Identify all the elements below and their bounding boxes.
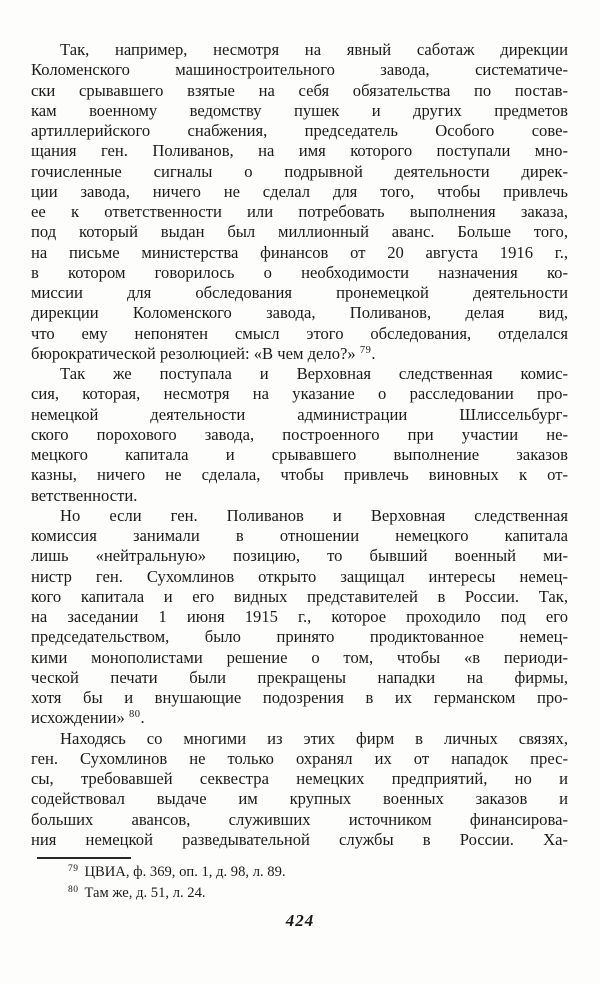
body-line: миссии для обследования пронемецкой деятельности — [31, 283, 568, 302]
body-line: больших авансов, служивших источником финансирова- — [31, 809, 568, 829]
paragraph — [31, 729, 568, 851]
body-line: председательством, было принято продиктованное немец- — [31, 627, 568, 647]
body-line: что ему непонятен смысл этого обследования, отделался — [31, 323, 568, 343]
footnote-separator-rule — [37, 857, 131, 859]
body-line: мецкого капитала и срывавшего выполнение заказов — [31, 445, 568, 464]
body-line: хотя бы и внушающие подозрения в их германском про- — [31, 688, 568, 707]
body-line: в котором говорилось о необходимости назначения ко- — [31, 262, 568, 282]
page-number: 424 — [285, 911, 315, 930]
body-line: лишь «нейтральную» позицию, то бывший военный ми- — [31, 546, 568, 566]
body-line: сия, которая, несмотря на указание о расследовании про- — [31, 384, 568, 404]
body-line: артиллерийского снабжения, председатель Особого сове- — [31, 121, 568, 140]
body-line: под который выдан был миллионный аванс. Больше того, — [31, 222, 568, 242]
body-line: кими монополистами решение о том, чтобы «в периоди- — [31, 647, 568, 667]
body-line: сы, требовавшей секвестра немецких предприятий, но и — [31, 769, 568, 788]
body-line: ген. Сухомлинов не только охранял их от нападок прес- — [31, 748, 568, 768]
body-line: комиссия занимали в отношении немецкого капитала — [31, 526, 568, 545]
line-text: бюрократической резолюцией: «В чем дело?» — [31, 343, 360, 363]
footnote-text: ЦВИА, ф. 369, оп. 1, д. 98, л. 89. — [84, 864, 286, 880]
body-line: ции завода, ничего не сделал для того, чтобы привлечь — [31, 181, 568, 201]
body-line: Так же поступала и Верховная следственная комис- — [60, 364, 568, 383]
paragraph — [31, 40, 568, 364]
body-line: ского порохового завода, построенного при участии не- — [31, 424, 568, 444]
body-line: щания ген. Поливанов, на имя которого поступали мно- — [31, 141, 568, 161]
body-line: кам военному ведомству пушек и других предметов — [31, 100, 568, 120]
footnote-text: Там же, д. 51, л. 24. — [84, 884, 206, 901]
footnote-ref-79: 79 — [359, 344, 372, 356]
body-line: Находясь со многими из этих фирм в личных связях, — [60, 728, 568, 748]
body-line: кого капитала и его видных представителей в России. Так, — [31, 586, 568, 606]
footnote-marker: 79 — [68, 864, 79, 874]
footnote — [31, 862, 568, 883]
body-line: на заседании 1 июня 1915 г., которое проходило под его — [31, 607, 568, 626]
body-line — [31, 344, 568, 364]
line-text: . — [371, 343, 376, 363]
body-line: ветственности. — [31, 485, 138, 505]
body-line: немецкой деятельности администрации Шлиссельбург- — [31, 404, 568, 424]
body-line: казны, ничего не сделала, чтобы привлечь виновных к от- — [31, 465, 568, 485]
body-line: гочисленные сигналы о подрывной деятельности дирек- — [31, 161, 568, 181]
body-line: ее к ответственности или потребовать выполнения заказа, — [31, 202, 568, 221]
body-line — [31, 708, 568, 728]
footnote-marker: 80 — [68, 884, 79, 895]
body-line: ческой печати были прекращены нападки на фирмы, — [31, 667, 568, 687]
body-line: Так, например, несмотря на явный саботаж дирекции — [60, 40, 568, 59]
line-text: исхождении» — [31, 708, 129, 728]
footnote — [31, 883, 568, 904]
line-text: . — [140, 708, 145, 728]
body-line: дирекции Коломенского завода, Поливанов, делая вид, — [31, 303, 568, 323]
paragraph — [31, 506, 568, 729]
body-line: ски срывавшего взятые на себя обязательства по постав- — [31, 80, 568, 100]
footnote-ref-80: 80 — [128, 709, 141, 721]
body-line: Но если ген. Поливанов и Верховная следственная — [60, 505, 568, 525]
body-line: на письме министерства финансов от 20 августа 1916 г., — [31, 242, 568, 262]
paragraph — [31, 364, 568, 506]
text-block — [31, 40, 568, 850]
footnotes-block — [31, 862, 568, 903]
body-line: нистр ген. Сухомлинов открыто защищал интересы немец- — [31, 566, 568, 586]
body-line: Коломенского машиностроительного завода, систематиче- — [31, 60, 568, 80]
body-line: содействовал выдаче им крупных военных заказов и — [31, 789, 568, 809]
body-line: ния немецкой разведывательной службы в России. Ха- — [31, 829, 568, 849]
